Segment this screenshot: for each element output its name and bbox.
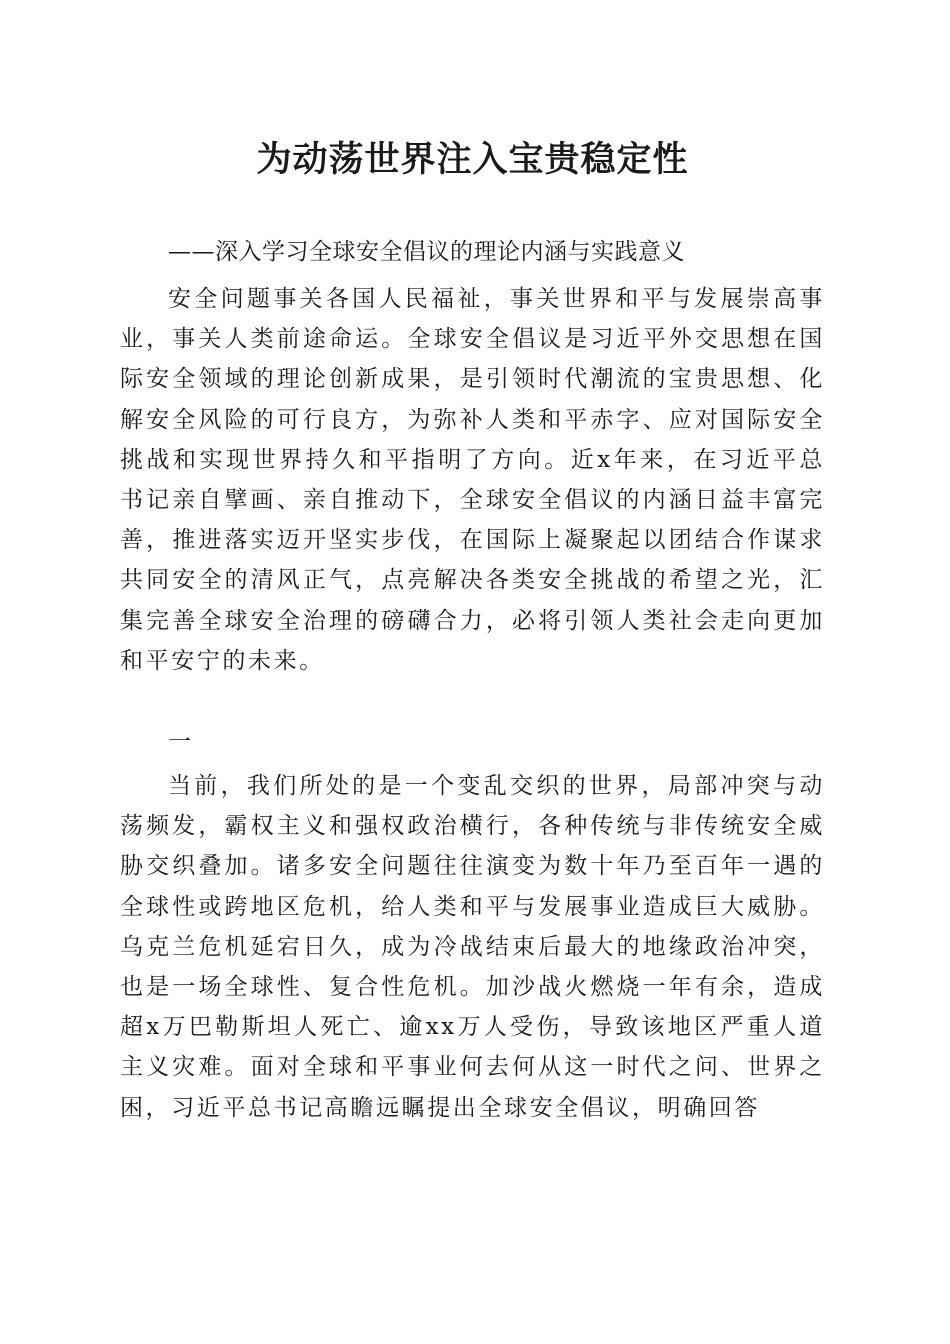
section-heading: 一 xyxy=(168,729,191,755)
document-subtitle: ——深入学习全球安全倡议的理论内涵与实践意义 xyxy=(168,239,685,265)
document-title: 为动荡世界注入宝贵稳定性 xyxy=(256,139,689,180)
paragraph-intro: 安全问题事关各国人民福祉，事关世界和平与发展崇高事业，事关人类前途命运。全球安全倡议是习近平外交思想在国际安全领域的理论创新成果，是引领时代潮流的宝贵思想、化解安全风险的可行良方，为弥补人类和平赤字、应对国际安全挑战和实现世界持久和平指明了方向。近x年来，在习近平总书记亲自擘画、亲自推动下，全球安全倡议的内涵日益丰富完善，推进落实迈开坚实步伐，在国际上凝聚起以团结合作谋求共同安全的清风正气，点亮解决各类安全挑战的希望之光，汇集完善全球安全治理的磅礴合力，必将引领人类社会走向更加和平安宁的未来。 xyxy=(120,286,825,674)
paragraph-section-one: 当前，我们所处的是一个变乱交织的世界，局部冲突与动荡频发，霸权主义和强权政治横行，各种传统与非传统安全威胁交织叠加。诸多安全问题往往演变为数十年乃至百年一遇的全球性或跨地区危机，给人类和平与发展事业造成巨大威胁。乌克兰危机延宕日久，成为冷战结束后最大的地缘政治冲突，也是一场全球性、复合性危机。加沙战火燃烧一年有余，造成超x万巴勒斯坦人死亡、逾xx万人受伤，导致该地区严重人道主义灾难。面对全球和平事业何去何从这一时代之问、世界之困，习近平总书记高瞻远瞩提出全球安全倡议，明确回答 xyxy=(120,773,825,1121)
